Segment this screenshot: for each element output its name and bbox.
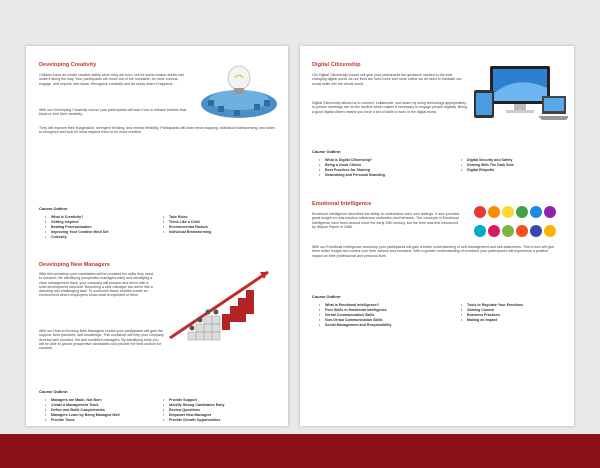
list-item: • Dealing With The Dark Side — [460, 163, 570, 168]
list-item: • Networking and Personal Branding — [318, 173, 442, 178]
list-item: • What is Creativity? — [44, 215, 154, 220]
list-item: • Verbal Communication Skills — [318, 313, 452, 318]
list-item: • What is Digital Citizenship? — [318, 158, 442, 163]
list-item: • Provide Tools — [44, 418, 156, 423]
list-item: • Making an Impact — [460, 318, 570, 323]
lightbulb-puzzle-illustration — [198, 60, 280, 122]
creativity-title: Developing Creativity — [39, 62, 97, 68]
list-item: • Provide Support — [162, 398, 280, 403]
list-item: • Improving Your Creative Mind Set — [44, 230, 154, 235]
creativity-outline-col2 — [162, 215, 272, 235]
list-item: • Getting Inspired — [44, 220, 154, 225]
list-item: • Managers Learn by Being Managed Well — [44, 413, 156, 418]
creativity-outline-col1 — [44, 215, 154, 240]
puzzle-stairs-illustration — [164, 264, 280, 350]
list-item: • Digital Etiquette — [460, 168, 570, 173]
list-item: • Social Management and Responsibility — [318, 323, 452, 328]
creativity-outline-label: Course Outline: — [39, 206, 69, 211]
footer-band — [0, 434, 600, 468]
managers-outline-label: Course Outline: — [39, 389, 69, 394]
left-page — [26, 46, 288, 426]
list-item: • Define and Build Competencies — [44, 408, 156, 413]
list-item: • Empower New Managers — [162, 413, 280, 418]
managers-paragraph-2: With our How to Develop New Managers course your participants will gain the support, best practices, and knowledge. This workshop will help your company develop well rounded, fair and confident managers. By identifying early you will be able to groom prospective candidates and provide the best chance for success. — [39, 329, 164, 351]
managers-outline-col2 — [162, 398, 280, 423]
citizenship-paragraph-2: Digital Citizenship allows us to connect, collaborate, and share by using technology appropriately. In-person meetings are on the decline which makes it necessary to engage people digitally. Being a good digital citizen means you have a set of skills to work in the digital world. — [312, 101, 467, 114]
list-item: • Managers are Made, Not Born — [44, 398, 156, 403]
creativity-paragraph-3: They will improve their imagination, divergent thinking, and mental flexibility. Participants will learn mind mapping, individual brainstorming, and when to recognize and look for what inspires them to be more creative. — [39, 126, 276, 135]
list-item: • Four Skills in Emotional Intelligence — [318, 308, 452, 313]
citizenship-outline-col1 — [318, 158, 442, 178]
ei-outline-label: Course Outline: — [312, 294, 342, 299]
ei-paragraph-1: Emotional Intelligence describes the ability to understand one's own feelings. It also provides great insight on how emotion influences motivation and behavior. The concepts of Emotional Intelligence have been around since the early 20th century, but the term was first introduced by Wayne Payne in 1985. — [312, 212, 460, 229]
managers-paragraph-1: With this workshop your candidates will be provided the skills they need to succeed. Be identifying prospective managers early and identifying a clear management track, your company will prosper and thrive with a solid development structure. Becoming a new manager can seem like a daunting and challenging task. To overcome these hurdles create an environment where employees know what is expected of them. — [39, 272, 153, 298]
list-item: • Provide Growth Opportunities — [162, 418, 280, 423]
devices-illustration — [472, 64, 568, 124]
list-item: • Being a Good Citizen — [318, 163, 442, 168]
ei-title: Emotional Intelligence — [312, 201, 372, 207]
head-silhouettes-illustration — [472, 203, 562, 245]
citizenship-paragraph-1: Our Digital Citizenship course will give your participants the guidance needed in the ever changing digital world. As our lives are lived more and more online we all need to translate our social skills into the virtual world. — [312, 73, 462, 86]
list-item: • Digital Security and Safety — [460, 158, 570, 163]
citizenship-outline-col2 — [460, 158, 570, 173]
list-item: • Non-Verbal Communication Skills — [318, 318, 452, 323]
managers-outline-col1 — [44, 398, 156, 423]
citizenship-title: Digital Citizenship — [312, 62, 361, 68]
list-item: • Identify Strong Candidates Early — [162, 403, 280, 408]
list-item: • Gaining Control — [460, 308, 570, 313]
list-item: • Beating Procrastination — [44, 225, 154, 230]
list-item: • Review Questions — [162, 408, 280, 413]
creativity-paragraph-2: With our Developing Creativity course your participants will learn how to release barriers that block or limit their creativity. — [39, 108, 187, 117]
managers-title: Developing New Managers — [39, 262, 110, 268]
list-item: • Tools to Regulate Your Emotions — [460, 303, 570, 308]
list-item: • Individual Brainstorming — [162, 230, 272, 235]
ei-outline-col2 — [460, 303, 570, 323]
list-item: • Business Practices — [460, 313, 570, 318]
ei-paragraph-2: With our Emotional Intelligence workshop your participants will gain a better understanding of self-management and self-awareness. This in turn will give them better insight and control over their actions and emotions. With a greater understanding of emotions your participant's will experience a positive impact on their professional and personal lives. — [312, 245, 555, 258]
citizenship-outline-label: Course Outline: — [312, 149, 342, 154]
list-item: • Take Risks — [162, 215, 272, 220]
list-item: • Curiosity — [44, 235, 154, 240]
creativity-paragraph-1: Children have an innate creative ability when they are born, but for some reason adults can loose it along the way. Your participants will move out of the mundane, be more curious, engage, and explore new ideas. Recognize creativity and be ready when it happens. — [39, 73, 184, 86]
list-item: • Create a Management Track — [44, 403, 156, 408]
ei-outline-col1 — [318, 303, 452, 328]
list-item: • Environmental Factors — [162, 225, 272, 230]
list-item: • Think Like a Child — [162, 220, 272, 225]
right-page — [300, 46, 574, 426]
list-item: • Best Practices for Sharing — [318, 168, 442, 173]
list-item: • What is Emotional Intelligence? — [318, 303, 452, 308]
